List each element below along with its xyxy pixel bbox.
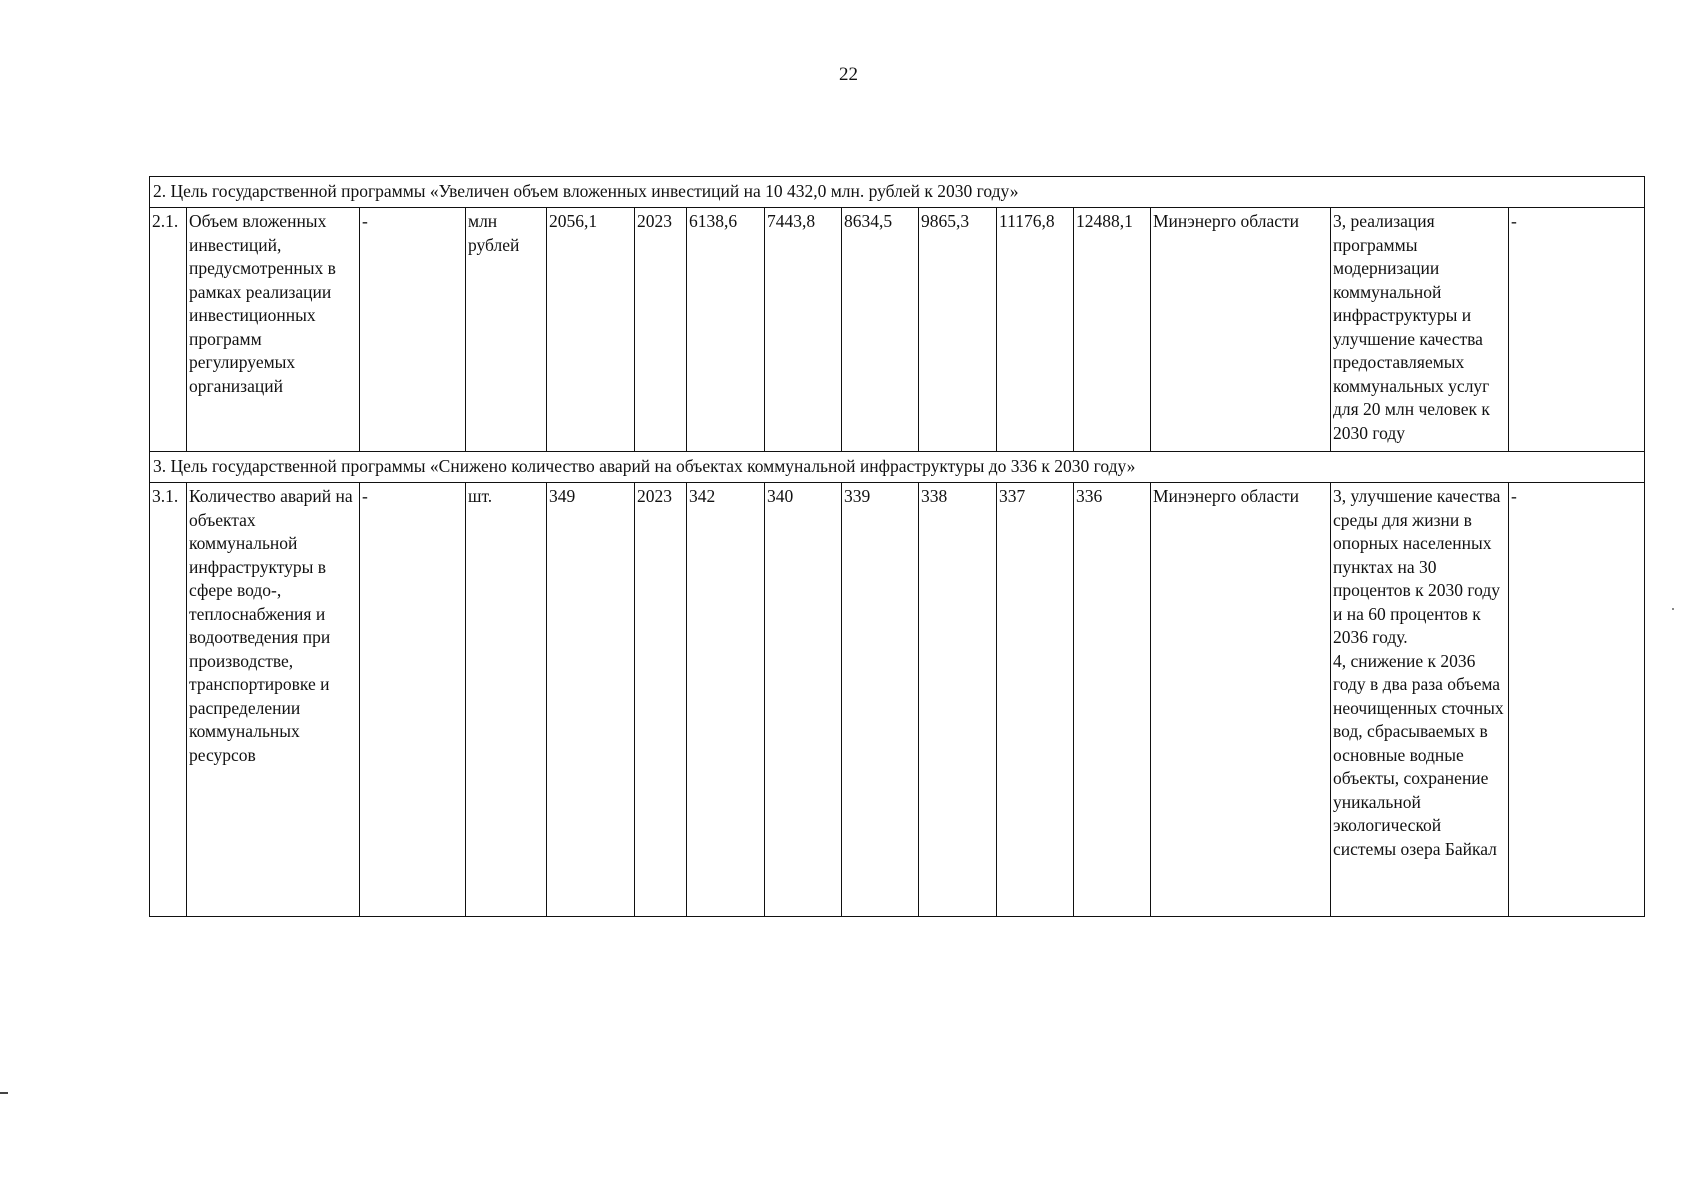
row-number: 3.1. bbox=[150, 483, 187, 917]
page-number: 22 bbox=[839, 64, 858, 85]
link-cell: 3, реализация программы модернизации коммунальной инфраструктуры и улучшение качества предоставляемых коммунальных услуг для 20 млн человек к 2030 году bbox=[1331, 208, 1509, 452]
goal-heading: 2. Цель государственной программы «Увеличен объем вложенных инвестиций на 10 432,0 млн. рублей к 2030 году» bbox=[150, 177, 1645, 208]
scan-edge-mark bbox=[0, 1092, 8, 1094]
table-row bbox=[150, 483, 1645, 917]
attribute-cell: - bbox=[360, 483, 466, 917]
row-number: 2.1. bbox=[150, 208, 187, 452]
value-cell: 340 bbox=[765, 483, 842, 917]
extra-cell: - bbox=[1509, 483, 1645, 917]
value-cell: 336 bbox=[1074, 483, 1151, 917]
attribute-cell: - bbox=[360, 208, 466, 452]
goal-row bbox=[150, 177, 1645, 208]
value-cell: 6138,6 bbox=[687, 208, 765, 452]
value-cell: 8634,5 bbox=[842, 208, 919, 452]
responsible-cell: Минэнерго области bbox=[1151, 483, 1331, 917]
value-cell: 9865,3 bbox=[919, 208, 997, 452]
base-year-cell: 2023 bbox=[635, 483, 687, 917]
value-cell: 12488,1 bbox=[1074, 208, 1151, 452]
value-cell: 7443,8 bbox=[765, 208, 842, 452]
responsible-cell: Минэнерго области bbox=[1151, 208, 1331, 452]
extra-cell: - bbox=[1509, 208, 1645, 452]
base-value-cell: 2056,1 bbox=[547, 208, 635, 452]
goal-heading: 3. Цель государственной программы «Снижено количество аварий на объектах коммунальной инфраструктуры до 336 к 2030 году» bbox=[150, 452, 1645, 483]
indicator-name: Количество аварий на объектах коммунальной инфраструктуры в сфере водо-, теплоснабжения и водоотведения при производстве, транспортировке и распределении коммунальных ресурсов bbox=[187, 483, 360, 917]
unit-cell: млн рублей bbox=[466, 208, 547, 452]
base-value-cell: 349 bbox=[547, 483, 635, 917]
table-row bbox=[150, 208, 1645, 452]
indicators-table bbox=[149, 176, 1645, 917]
value-cell: 339 bbox=[842, 483, 919, 917]
link-cell: 3, улучшение качества среды для жизни в опорных населенных пунктах на 30 процентов к 2030 году и на 60 процентов к 2036 году. 4, снижение к 2036 году в два раза объема неочищенных сточных вод, сбрасываемых в основные водные объекты, сохранение уникальной экологической системы озера Байкал bbox=[1331, 483, 1509, 917]
scan-dot bbox=[1672, 608, 1674, 610]
value-cell: 337 bbox=[997, 483, 1074, 917]
value-cell: 338 bbox=[919, 483, 997, 917]
goal-row bbox=[150, 452, 1645, 483]
base-year-cell: 2023 bbox=[635, 208, 687, 452]
unit-cell: шт. bbox=[466, 483, 547, 917]
indicator-name: Объем вложенных инвестиций, предусмотренных в рамках реализации инвестиционных программ регулируемых организаций bbox=[187, 208, 360, 452]
value-cell: 11176,8 bbox=[997, 208, 1074, 452]
value-cell: 342 bbox=[687, 483, 765, 917]
